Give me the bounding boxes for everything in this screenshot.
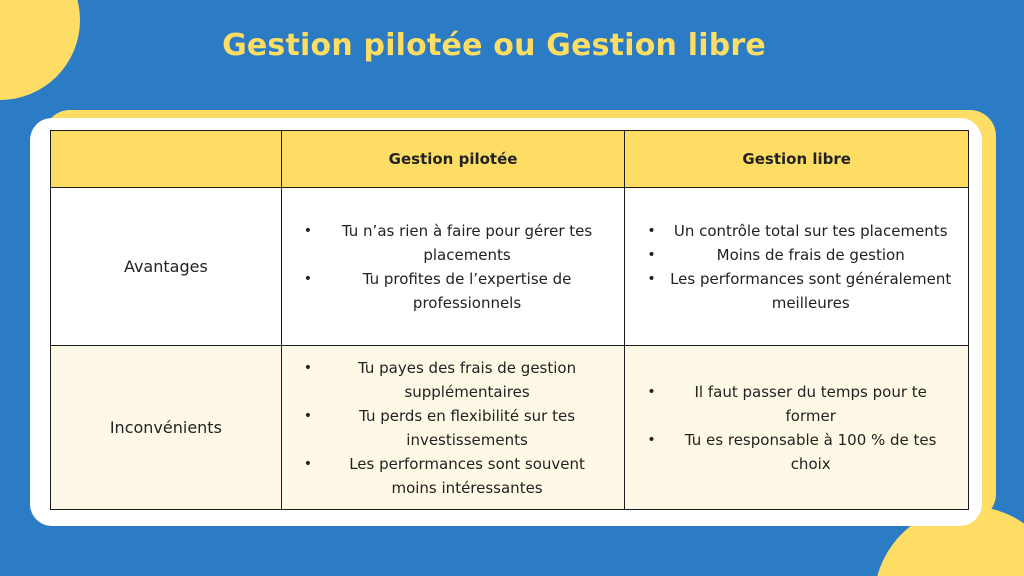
list-item: • Un contrôle total sur tes placements (647, 221, 948, 240)
row-label-avantages: Avantages (51, 188, 282, 346)
comparison-table (50, 130, 969, 510)
list-item: • Tu n’as rien à faire pour gérer tes placements (303, 221, 593, 264)
list-inconvenients-pilotee (282, 356, 625, 500)
list-avantages-libre (625, 219, 968, 315)
header-empty (51, 131, 282, 188)
list-item: • Il faut passer du temps pour te former (647, 382, 927, 425)
page-title: Gestion pilotée ou Gestion libre (222, 28, 766, 63)
cell-inconvenients-libre (625, 346, 969, 510)
header-gestion-pilotee: Gestion pilotée (281, 131, 625, 188)
cell-avantages-libre (625, 188, 969, 346)
list-avantages-pilotee (282, 219, 625, 315)
table-row-avantages (51, 188, 969, 346)
table-row-inconvenients (51, 346, 969, 510)
list-item: • Tu es responsable à 100 % de tes choix (647, 430, 937, 473)
table-header-row (51, 131, 969, 188)
list-item: • Tu payes des frais de gestion supplémentaires (303, 358, 577, 401)
list-item: • Moins de frais de gestion (647, 245, 905, 264)
list-inconvenients-libre (625, 380, 968, 476)
list-item: • Les performances sont souvent moins intéressantes (303, 454, 585, 497)
list-item: • Tu perds en flexibilité sur tes investissements (303, 406, 576, 449)
header-gestion-libre: Gestion libre (625, 131, 969, 188)
list-item: • Les performances sont généralement meilleures (647, 269, 952, 312)
row-label-inconvenients: Inconvénients (51, 346, 282, 510)
cell-avantages-pilotee (281, 188, 625, 346)
cell-inconvenients-pilotee (281, 346, 625, 510)
list-item: • Tu profites de l’expertise de professionnels (303, 269, 572, 312)
